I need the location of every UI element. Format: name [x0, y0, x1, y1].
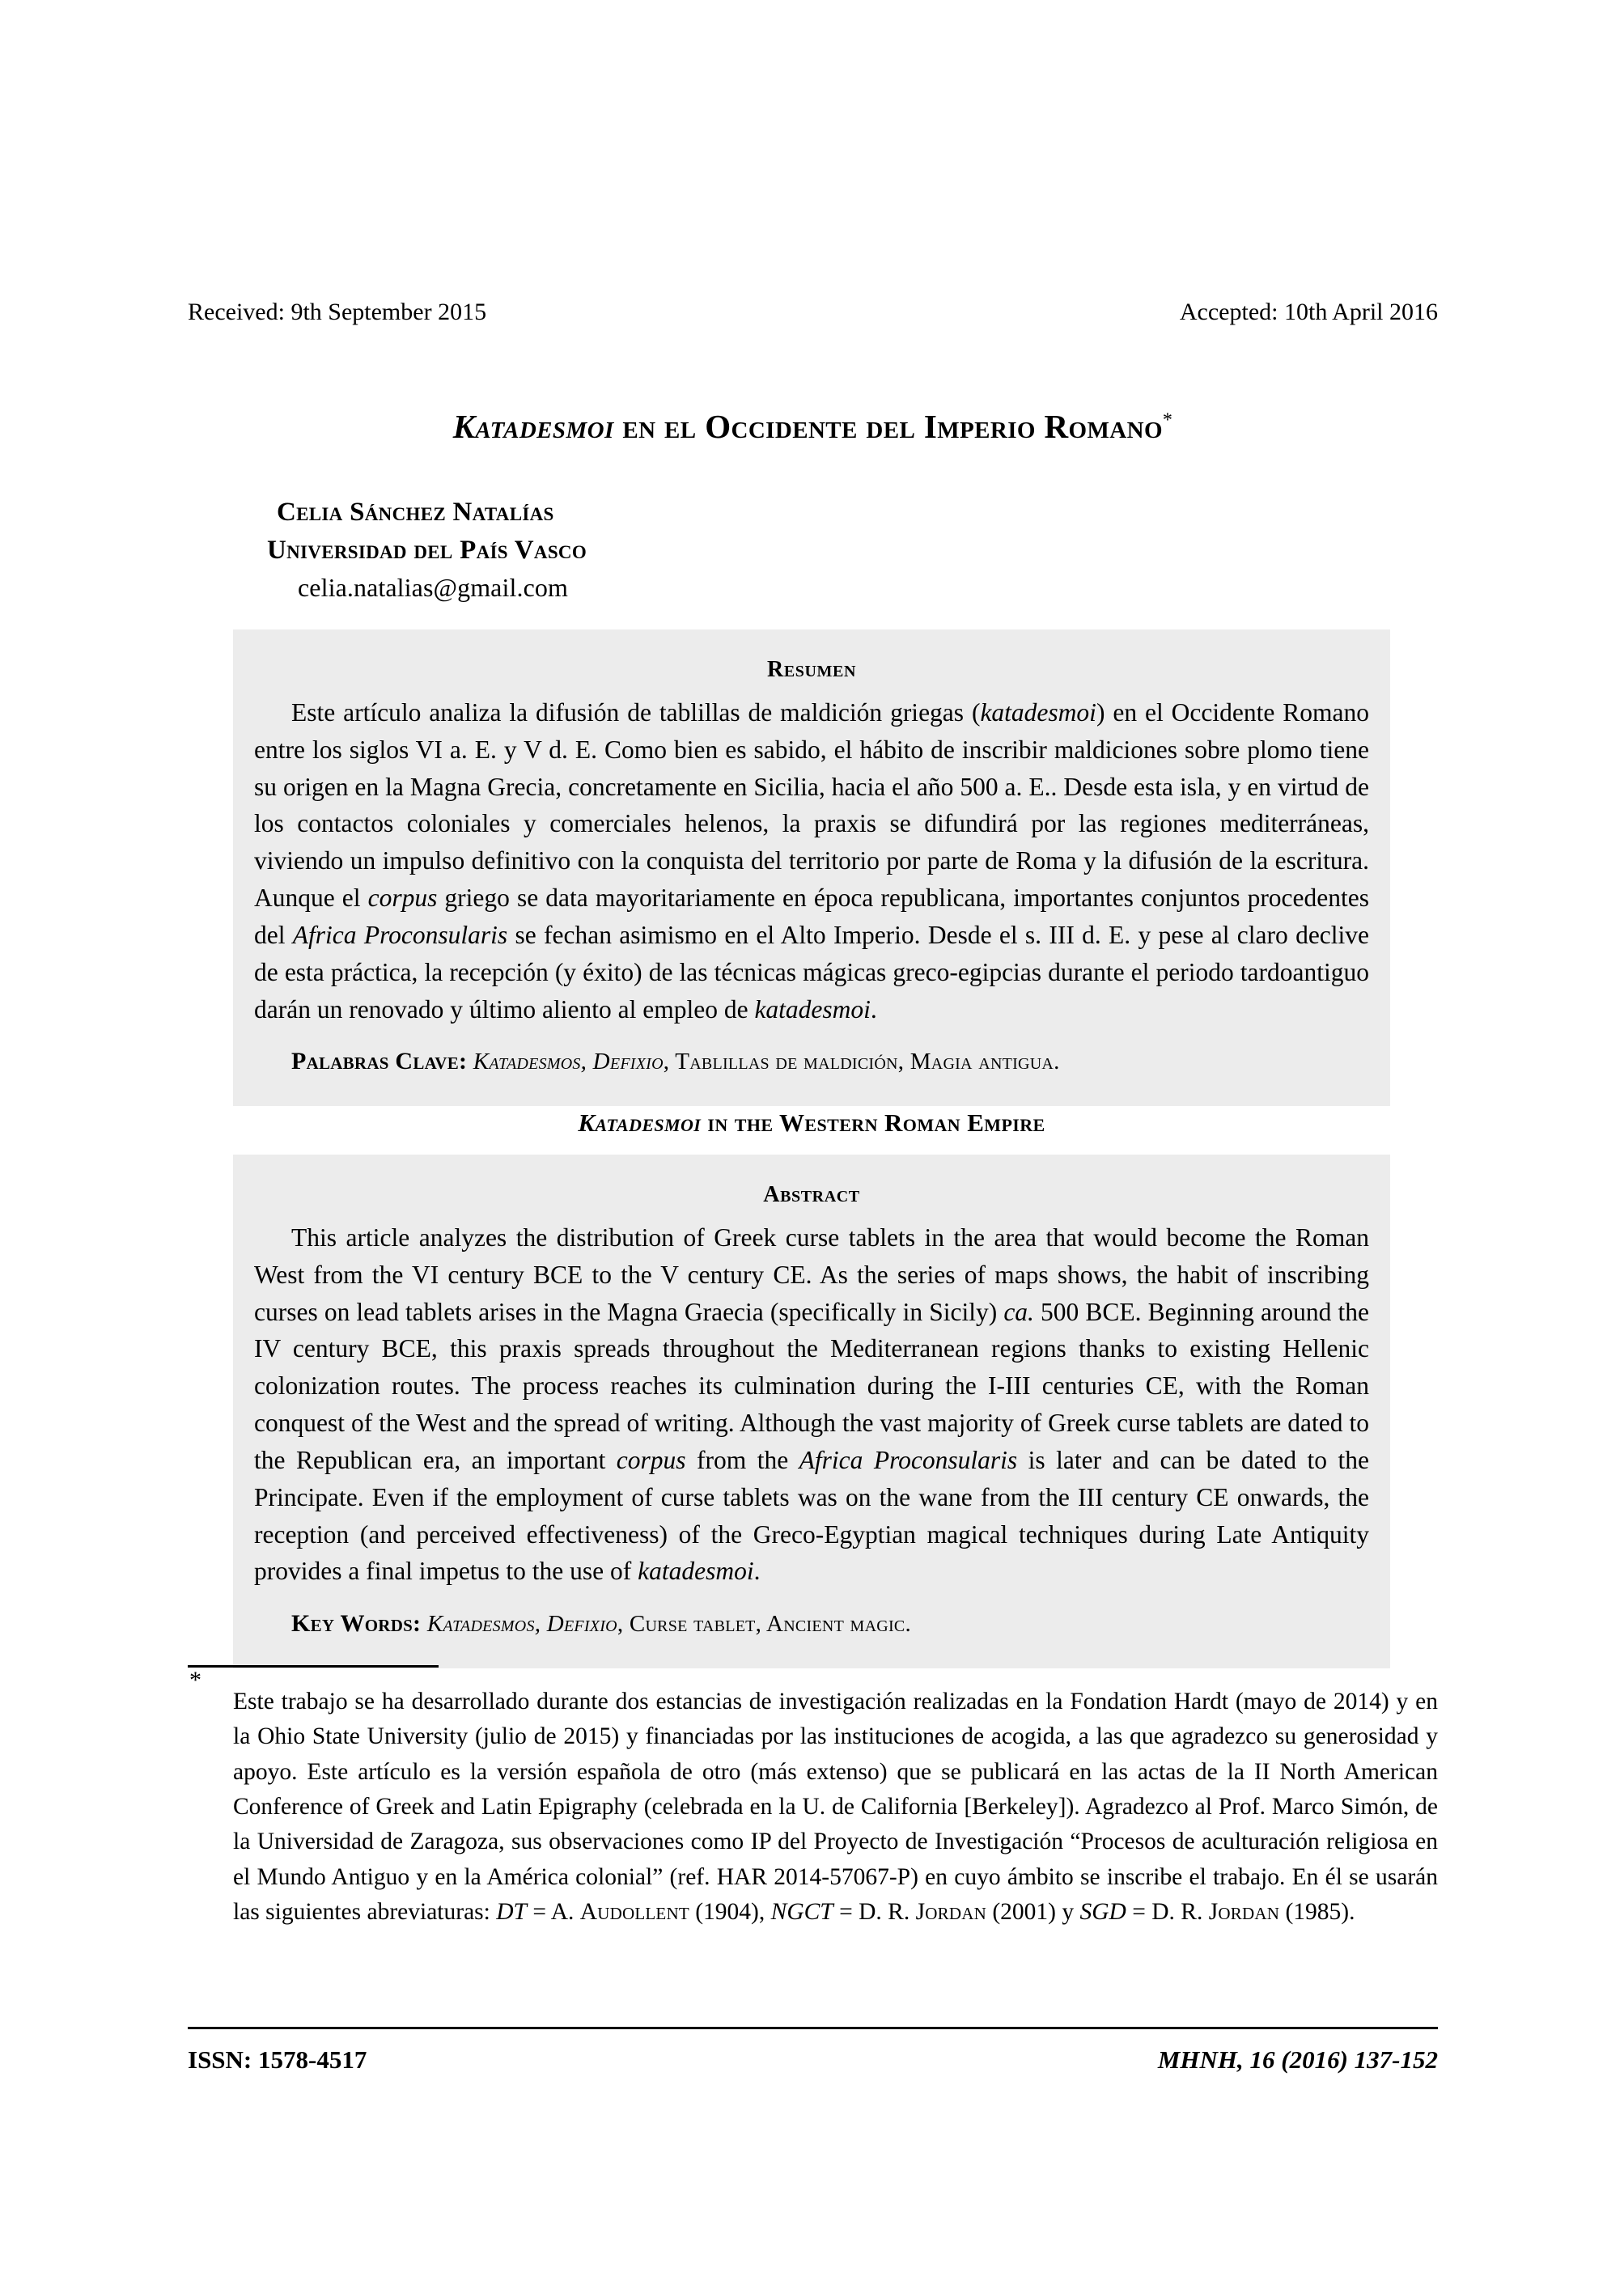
key-words-line: [251, 1590, 1372, 1668]
palabras-clave-label: Palabras Clave:: [291, 1048, 468, 1075]
footnote-text: [233, 1685, 1438, 1931]
key-words-italic: Katadesmos, Defixio: [426, 1611, 617, 1638]
journal-citation: MHNH, 16 (2016) 137-152: [1157, 2045, 1438, 2074]
footnote-separator-rule: [188, 1665, 439, 1668]
author-email[interactable]: celia.natalias@gmail.com: [298, 572, 568, 602]
footnote-marker: *: [189, 1667, 201, 1693]
abstract-box-english: [233, 1155, 1390, 1668]
author-name: Celia Sánchez Natalías: [277, 498, 554, 527]
footer-rule: [188, 2027, 1438, 2029]
resumen-body: [251, 694, 1372, 1028]
title-en-rest: in the Western Roman Empire: [701, 1108, 1045, 1137]
palabras-clave-line: [251, 1028, 1372, 1106]
title-footnote-marker: *: [1162, 409, 1173, 431]
abstract-body: [251, 1219, 1372, 1590]
footnote-text-content: Este trabajo se ha desarrollado durante dos estancias de investigación realizadas en la Fondation Hardt (mayo de 2014) y en la Ohio State University (julio de 2015) y financiadas por las instituciones de acogida, a las que agradezco su generosidad y apoyo. Este artículo es la versión española de otro (más extenso) que se publicará en las actas de la II North American Conference of Greek and Latin Epigraphy (celebrada en la U. de California [Berkeley]). Agradezco al Prof. Marco Simón, de la Universidad de Zaragoza, sus observaciones como IP del Proyecto de Investigación “Procesos de aculturación religiosa en el Mundo Antiguo y en la América colonial” (ref. HAR 2014-57067-P) en cuyo ámbito se inscribe el trabajo. En él se usarán las siguientes abreviaturas: DT = A. Audollent (1904), NGCT = D. R. Jordan (2001) y SGD = D. R. Jordan (1985).: [233, 1689, 1438, 1926]
key-words-label: Key Words:: [291, 1610, 422, 1638]
resumen-heading: Resumen: [767, 657, 856, 682]
abstract-heading: Abstract: [763, 1182, 860, 1207]
palabras-clave-rest: , Tablillas de maldición, Magia antigua.: [663, 1049, 1060, 1075]
page-title: [188, 408, 1438, 446]
page-title-english: [233, 1108, 1390, 1138]
title-rest: en el Occidente del Imperio Romano: [613, 408, 1163, 445]
title-keyword: Katadesmoi: [452, 408, 614, 445]
author-block: [267, 494, 1157, 606]
key-words-rest: , Curse tablet, Ancient magic.: [617, 1611, 911, 1638]
accepted-date: Accepted: 10th April 2016: [1179, 299, 1438, 325]
resumen-body-text: Este artículo analiza la difusión de tablillas de maldición griegas (katadesmoi) en el Occidente Romano entre los siglos VI a. E. y V d. E. Como bien es sabido, el hábito de inscribir maldiciones sobre plomo tiene su origen en la Magna Grecia, concretamente en Sicilia, hacia el año 500 a. E.. Desde esta isla, y en virtud de los contactos coloniales y comerciales helenos, la praxis se difundirá por las regiones mediterráneas, viviendo un impulso definitivo con la conquista del territorio por parte de Roma y la difusión de la escritura. Aunque el corpus griego se data mayoritariamente en época republicana, importantes conjuntos procedentes del Africa Proconsularis se fechan asimismo en el Alto Imperio. Desde el s. III d. E. y pese al claro declive de esta práctica, la recepción (y éxito) de las técnicas mágicas greco-egipcias durante el periodo tardoantiguo darán un renovado y último aliento al empleo de katadesmoi.: [254, 698, 1370, 1024]
title-en-keyword: Katadesmoi: [578, 1108, 702, 1137]
author-affiliation: Universidad del País Vasco: [267, 535, 587, 565]
palabras-clave-italic: Katadesmos, Defixio: [473, 1049, 664, 1075]
abstract-box-spanish: [233, 629, 1390, 1106]
page-footer: [188, 2045, 1438, 2075]
running-head: [188, 298, 1438, 327]
received-date: Received: 9th September 2015: [188, 299, 487, 325]
abstract-body-text: This article analyzes the distribution of Greek curse tablets in the area that would become the Roman West from the VI century BCE to the V century CE. As the series of maps shows, the habit of inscribing curses on lead tablets arises in the Magna Graecia (specifically in Sicily) ca. 500 BCE. Beginning around the IV century BCE, this praxis spreads throughout the Mediterranean regions thanks to existing Hellenic colonization routes. The process reaches its culmination during the I-III centuries CE, with the Roman conquest of the West and the spread of writing. Although the vast majority of Greek curse tablets are dated to the Republican era, an important corpus from the Africa Proconsularis is later and can be dated to the Principate. Even if the employment of curse tablets was on the wane from the III century CE onwards, the reception (and perceived effectiveness) of the Greco-Egyptian magical techniques during Late Antiquity provides a final impetus to the use of katadesmoi.: [254, 1223, 1370, 1586]
issn-label: ISSN: 1578-4517: [188, 2045, 367, 2074]
